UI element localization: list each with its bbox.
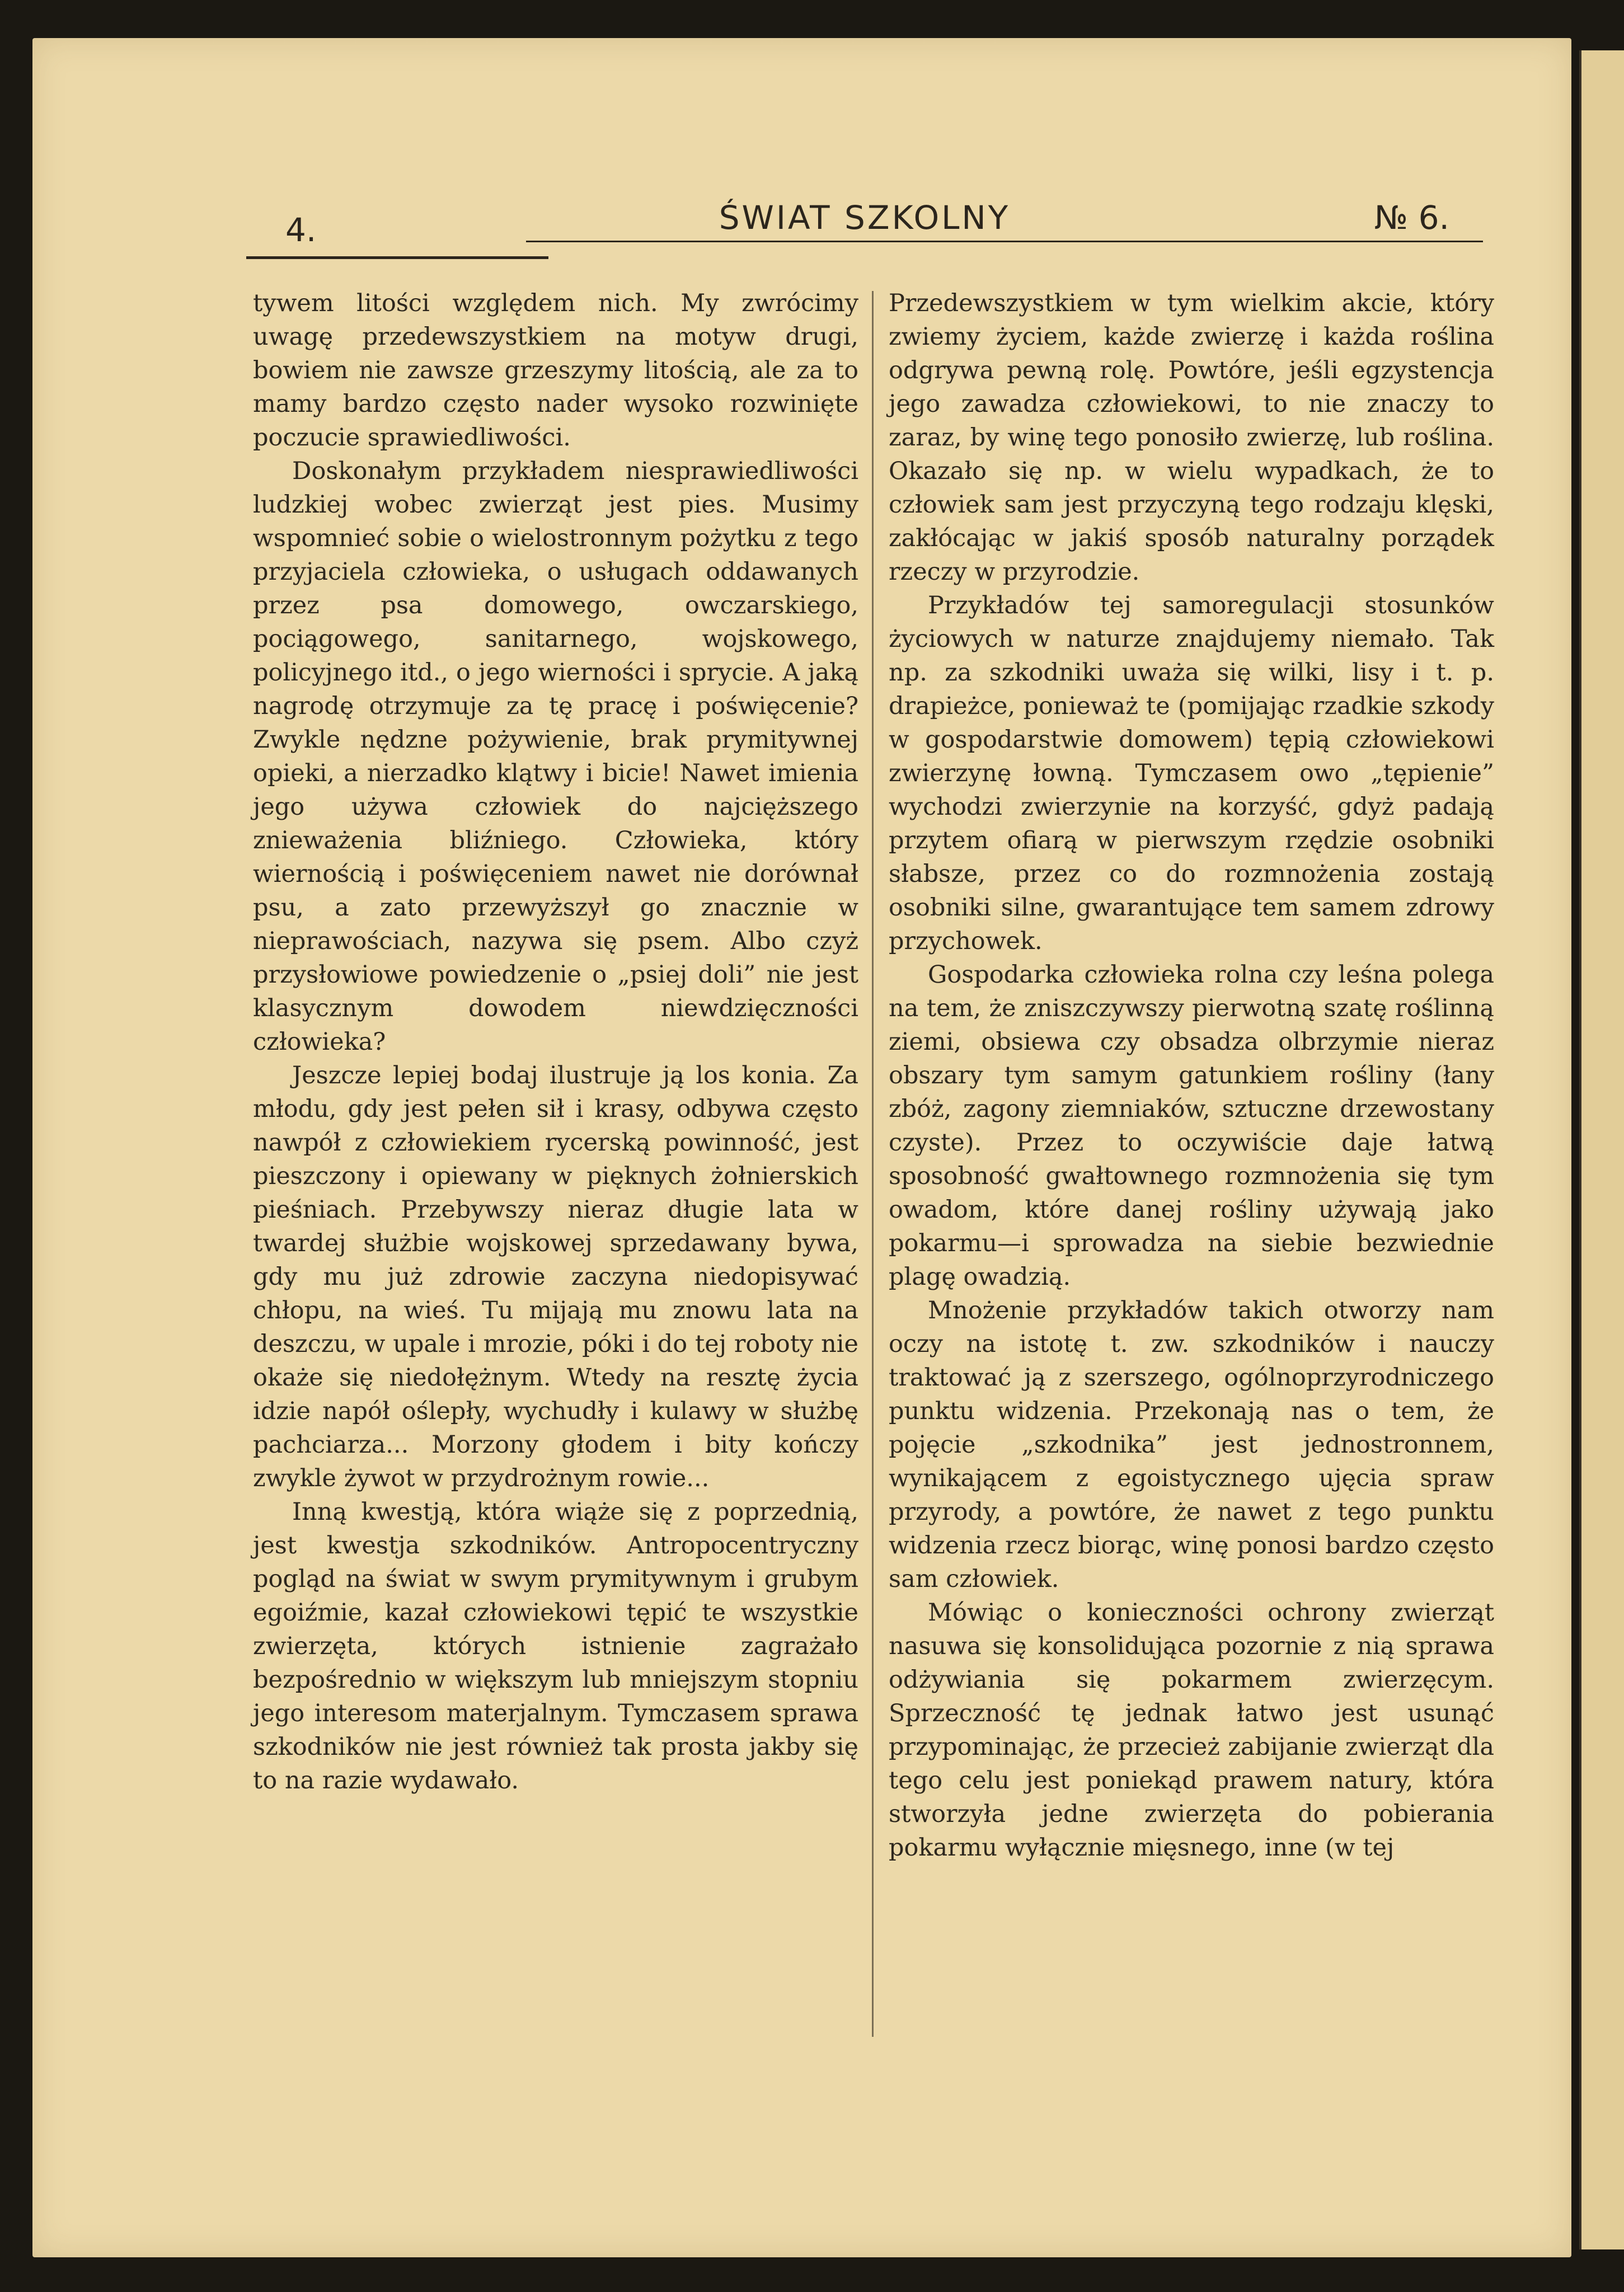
left-column [253,286,858,1797]
paragraph: Mnożenie przykładów takich otworzy nam oczy na istotę t. zw. szkodników i nauczy traktować ją z szerszego, ogólnoprzyrodniczego punktu widzenia. Przekonają nas o tem, że pojęcie „szkodnika” jest jednostronnem, wynikającem z egoistycznego ujęcia spraw przyrody, a powtóre, że nawet z tego punktu widzenia rzecz biorąc, winę ponosi bardzo często sam człowiek. [889,1297,1494,1593]
paragraph: Gospodarka człowieka rolna czy leśna polega na tem, że zniszczywszy pierwotną szatę roślinną ziemi, obsiewa czy obsadza olbrzymie nieraz obszary tym samym gatunkiem rośliny (łany zbóż, zagony ziemniaków, sztuczne drzewostany czyste). Przez to oczywiście daje łatwą sposobność gwałtownego rozmnożenia się tym owadom, które danej rośliny używają jako pokarmu—i sprowadza na siebie bezwiednie plagę owadzią. [889,961,1494,1291]
header-rule-right [526,241,1483,242]
page-header [246,193,1483,249]
header-rule-left [246,256,548,259]
journal-title: ŚWIAT SZKOLNY [719,199,1011,237]
issue-number: № 6. [1374,199,1449,237]
paragraph: tywem litości względem nich. My zwrócimy uwagę przedewszystkiem na motyw drugi, bowiem nie zawsze grzeszymy litością, ale za to mamy bardzo często nader wysoko rozwinięte poczucie sprawiedliwości. [253,289,858,452]
paragraph: Doskonałym przykładem niesprawiedliwości ludzkiej wobec zwierząt jest pies. Musimy wspomnieć sobie o wielostronnym pożytku z tego przyjaciela człowieka, o usługach oddawanych przez psa domowego, owczarskiego, pociągowego, sanitarnego, wojskowego, policyjnego itd., o jego wierności i sprycie. A jaką nagrodę otrzymuje za tę pracę i poświęcenie? Zwykle nędzne pożywienie, brak prymitywnej opieki, a nierzadko klątwy i bicie! Nawet imienia jego używa człowiek do najcięższego znieważenia bliźniego. Człowieka, który wiernością i poświęceniem nawet nie dorównał psu, a zato przewyższył go znacznie w nieprawościach, nazywa się psem. Albo czyż przysłowiowe powiedzenie o „psiej doli” nie jest klasycznym dowodem niewdzięczności człowieka? [253,457,858,1056]
paragraph: Mówiąc o konieczności ochrony zwierząt nasuwa się konsolidująca pozornie z nią sprawa odżywiania się pokarmem zwierzęcym. Sprzeczność tę jednak łatwo jest usunąć przypominając, że przecież zabijanie zwierząt dla tego celu jest poniekąd prawem natury, która stworzyła jedne zwierzęta do pobierania pokarmu wyłącznie mięsnego, inne (w tej [889,1599,1494,1862]
adjacent-page-edge [1579,50,1624,2249]
right-column [889,286,1494,1864]
page-number: 4. [285,211,317,249]
paragraph: Inną kwestją, która wiąże się z poprzednią, jest kwestja szkodników. Antropocentryczny pogląd na świat w swym prymitywnym i grubym egoiźmie, kazał człowiekowi tępić te wszystkie zwierzęta, których istnienie zagrażało bezpośrednio w większym lub mniejszym stopniu jego interesom materjalnym. Tymczasem sprawa szkodników nie jest również tak prosta jakby się to na razie wydawało. [253,1498,858,1795]
paragraph: Przedewszystkiem w tym wielkim akcie, który zwiemy życiem, każde zwierzę i każda roślina odgrywa pewną rolę. Powtóre, jeśli egzystencja jego zawadza człowiekowi, to nie znaczy to zaraz, by winę tego ponosiło zwierzę, lub roślina. Okazało się np. w wielu wypadkach, że to człowiek sam jest przyczyną tego rodzaju klęski, zakłócając w jakiś sposób naturalny porządek rzeczy w przyrodzie. [889,289,1494,586]
paragraph: Jeszcze lepiej bodaj ilustruje ją los konia. Za młodu, gdy jest pełen sił i krasy, odbywa często nawpół z człowiekiem rycerską powinność, jest pieszczony i opiewany w pięknych żołnierskich pieśniach. Przebywszy nieraz długie lata w twardej służbie wojskowej sprzedawany bywa, gdy mu już zdrowie zaczyna niedopisywać chłopu, na wieś. Tu mijają mu znowu lata na deszczu, w upale i mrozie, póki i do tej roboty nie okaże się niedołężnym. Wtedy na resztę życia idzie napół oślepły, wychudły i kulawy w służbę pachciarza... Morzony głodem i bity kończy zwykle żywot w przydrożnym rowie... [253,1062,858,1492]
paragraph: Przykładów tej samoregulacji stosunków życiowych w naturze znajdujemy niemało. Tak np. za szkodniki uważa się wilki, lisy i t. p. drapieżce, ponieważ te (pomijając rzadkie szkody w gospodarstwie domowem) tępią człowiekowi zwierzynę łowną. Tymczasem owo „tępienie” wychodzi zwierzynie na korzyść, gdyż padają przytem ofiarą w pierwszym rzędzie osobniki słabsze, przez co do rozmnożenia zostają osobniki silne, gwarantujące tem samem zdrowy przychowek. [889,591,1494,955]
column-divider [872,291,874,2037]
